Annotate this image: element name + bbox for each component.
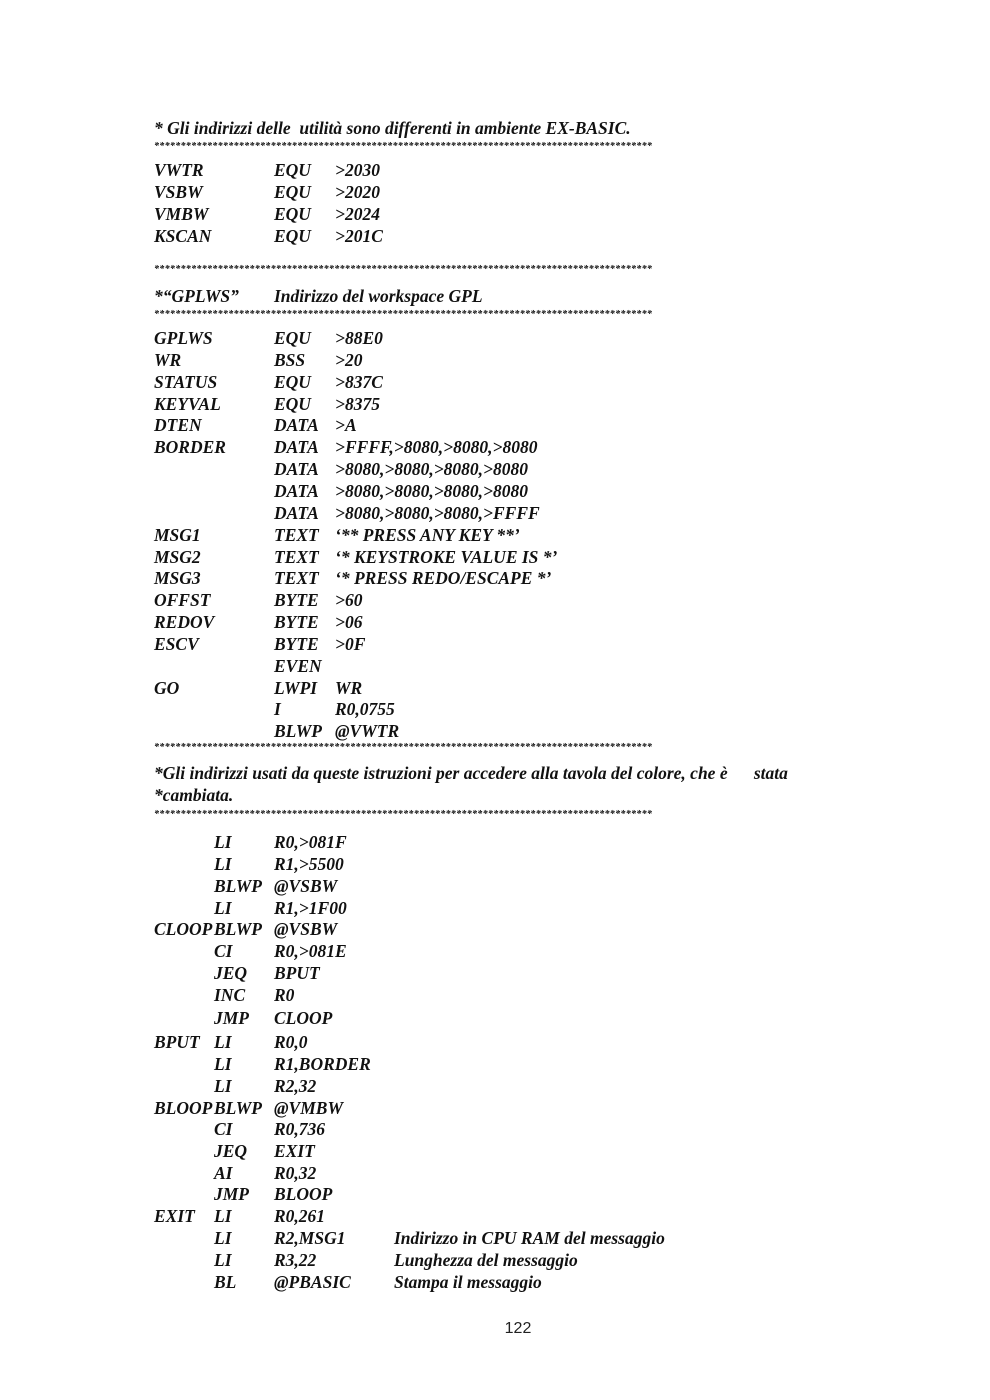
code-operand: BLOOP: [274, 1184, 333, 1204]
code-operand: R0,0: [274, 1032, 308, 1052]
code-comment: Stampa il messaggio: [394, 1272, 542, 1292]
code-operand: >20: [335, 350, 363, 370]
code-operand: >2020: [335, 182, 380, 202]
code-opcode: BYTE: [274, 634, 319, 654]
separator-line: **********************************************************************************************: [154, 742, 653, 753]
code-opcode: INC: [214, 985, 246, 1005]
code-operand: @VSBW: [274, 876, 338, 896]
code-opcode: TEXT: [274, 525, 319, 545]
code-operand: >8080,>8080,>8080,>8080: [335, 481, 529, 501]
code-operand: BPUT: [274, 963, 320, 983]
gplws-comment-line: [154, 285, 483, 307]
code-opcode: EQU: [274, 394, 311, 414]
code-opcode: JEQ: [214, 963, 248, 983]
code-opcode: DATA: [274, 459, 319, 479]
code-opcode: LI: [214, 1054, 232, 1074]
code-operand: >60: [335, 590, 363, 610]
code-operand: >06: [335, 612, 363, 632]
code-operand: @VMBW: [274, 1098, 344, 1118]
code-operand: @VSBW: [274, 919, 338, 939]
code-opcode: EQU: [274, 160, 311, 180]
code-operand: R3,22: [274, 1250, 317, 1270]
code-opcode: BSS: [274, 350, 306, 370]
comment-text: Indirizzo del workspace GPL: [274, 286, 483, 306]
code-operand: >2030: [335, 160, 380, 180]
color-note-line-1: *Gli indirizzi usati da queste istruzioni per accedere alla tavola del colore, che è stata: [154, 763, 788, 783]
code-label: KSCAN: [154, 226, 212, 246]
code-opcode: LI: [214, 1228, 232, 1248]
code-operand: R0,>081E: [274, 941, 347, 961]
code-label: GO: [154, 678, 180, 698]
code-operand: R0: [274, 985, 295, 1005]
code-opcode: EQU: [274, 328, 311, 348]
code-opcode: BL: [214, 1272, 237, 1292]
separator-line: **********************************************************************************************: [154, 141, 653, 152]
code-operand: R1,>5500: [274, 854, 344, 874]
separator-line: **********************************************************************************************: [154, 264, 653, 275]
code-comment: Indirizzo in CPU RAM del messaggio: [394, 1228, 665, 1248]
code-operand: WR: [335, 678, 363, 698]
code-opcode: EQU: [274, 372, 311, 392]
code-opcode: LI: [214, 1032, 232, 1052]
code-operand: R2,MSG1: [274, 1228, 346, 1248]
code-operand: >201C: [335, 226, 383, 246]
code-label: CLOOP: [154, 919, 213, 939]
code-operand: >2024: [335, 204, 380, 224]
code-opcode: BYTE: [274, 612, 319, 632]
code-operand: ‘** PRESS ANY KEY **’: [335, 525, 520, 545]
code-opcode: DATA: [274, 503, 319, 523]
code-operand: >A: [335, 415, 357, 435]
code-operand: @VWTR: [335, 721, 400, 741]
code-operand: ‘* KEYSTROKE VALUE IS *’: [335, 547, 558, 567]
code-opcode: DATA: [274, 415, 319, 435]
code-opcode: BLWP: [214, 1098, 262, 1118]
code-opcode: TEXT: [274, 547, 319, 567]
code-opcode: LI: [214, 1076, 232, 1096]
code-opcode: LI: [214, 832, 232, 852]
code-opcode: DATA: [274, 481, 319, 501]
code-opcode: TEXT: [274, 568, 319, 588]
code-opcode: EQU: [274, 204, 311, 224]
page-number: 122: [504, 1320, 532, 1337]
header-note: * Gli indirizzi delle utilità sono differenti in ambiente EX-BASIC.: [154, 118, 631, 138]
code-opcode: LI: [214, 1250, 232, 1270]
code-operand: >8375: [335, 394, 380, 414]
code-opcode: EQU: [274, 182, 311, 202]
code-opcode: JMP: [214, 1184, 249, 1204]
code-opcode: EQU: [274, 226, 311, 246]
code-operand: >0F: [335, 634, 366, 654]
separator-line: **********************************************************************************************: [154, 309, 653, 320]
code-label: MSG3: [154, 568, 201, 588]
code-operand: ‘* PRESS REDO/ESCAPE *’: [335, 568, 552, 588]
code-operand: EXIT: [274, 1141, 315, 1161]
code-operand: R1,>1F00: [274, 898, 347, 918]
code-label: ESCV: [154, 634, 199, 654]
code-operand: @PBASIC: [274, 1272, 351, 1292]
code-operand: R0,0755: [335, 699, 395, 719]
code-opcode: CI: [214, 1119, 233, 1139]
code-label: BLOOP: [154, 1098, 213, 1118]
code-opcode: EVEN: [274, 656, 322, 676]
code-opcode: LI: [214, 898, 232, 918]
code-label: DTEN: [154, 415, 202, 435]
code-label: WR: [154, 350, 182, 370]
code-operand: R0,32: [274, 1163, 317, 1183]
code-label: EXIT: [154, 1206, 195, 1226]
code-operand: R1,BORDER: [274, 1054, 371, 1074]
code-opcode: JMP: [214, 1008, 249, 1028]
code-opcode: JEQ: [214, 1141, 248, 1161]
code-opcode: DATA: [274, 437, 319, 457]
code-operand: >FFFF,>8080,>8080,>8080: [335, 437, 538, 457]
code-operand: >88E0: [335, 328, 383, 348]
code-operand: >8080,>8080,>8080,>8080: [335, 459, 529, 479]
code-operand: >8080,>8080,>8080,>FFFF: [335, 503, 540, 523]
code-label: VSBW: [154, 182, 203, 202]
code-opcode: CI: [214, 941, 233, 961]
code-label: STATUS: [154, 372, 218, 392]
code-operand: R0,261: [274, 1206, 326, 1226]
code-opcode: LI: [214, 854, 232, 874]
color-note-line-2: *cambiata.: [154, 785, 234, 805]
code-opcode: I: [274, 699, 281, 719]
code-operand: CLOOP: [274, 1008, 333, 1028]
code-opcode: BYTE: [274, 590, 319, 610]
code-comment: Lunghezza del messaggio: [394, 1250, 578, 1270]
code-label: BPUT: [154, 1032, 200, 1052]
code-label: KEYVAL: [154, 394, 221, 414]
code-label: OFFST: [154, 590, 211, 610]
code-label: VWTR: [154, 160, 204, 180]
comment-label: *“GPLWS”: [154, 286, 239, 306]
code-operand: R0,736: [274, 1119, 326, 1139]
code-opcode: LI: [214, 1206, 232, 1226]
code-label: BORDER: [154, 437, 226, 457]
code-opcode: BLWP: [214, 876, 262, 896]
code-opcode: AI: [214, 1163, 233, 1183]
code-operand: R0,>081F: [274, 832, 347, 852]
code-operand: R2,32: [274, 1076, 317, 1096]
code-opcode: BLWP: [274, 721, 322, 741]
code-label: VMBW: [154, 204, 209, 224]
code-label: MSG2: [154, 547, 201, 567]
code-label: GPLWS: [154, 328, 213, 348]
code-opcode: LWPI: [274, 678, 318, 698]
code-label: MSG1: [154, 525, 201, 545]
code-operand: >837C: [335, 372, 383, 392]
code-label: REDOV: [154, 612, 215, 632]
code-opcode: BLWP: [214, 919, 262, 939]
separator-line: **********************************************************************************************: [154, 809, 653, 820]
